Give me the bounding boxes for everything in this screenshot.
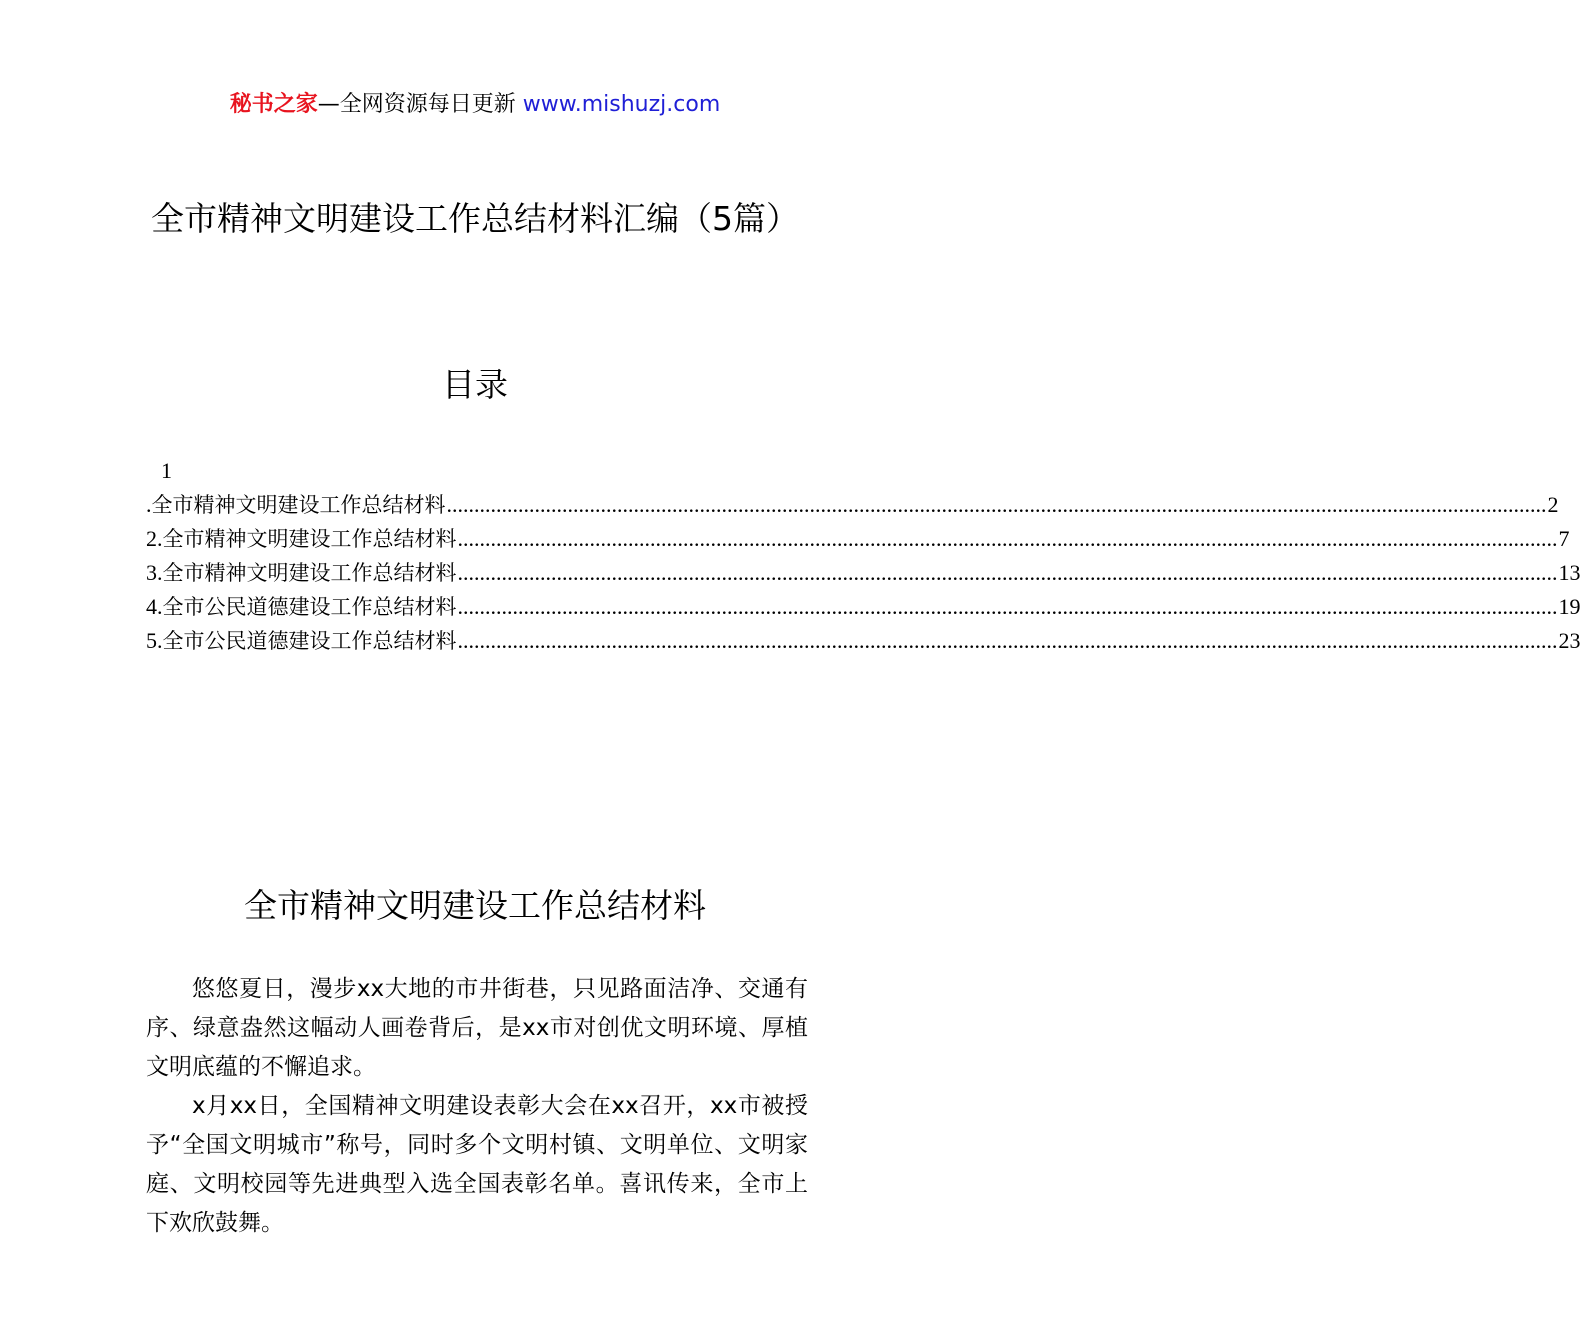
toc-entry-page: 7: [1558, 526, 1570, 551]
toc-leader-dots: ........................................................................................................................................................................................................: [457, 526, 1558, 551]
toc-leader-dots: ........................................................................................................................................................................................................: [457, 594, 1558, 619]
body-text: [146, 970, 808, 1243]
site-url-link[interactable]: www.mishuzj.com: [522, 92, 721, 117]
toc-entry-label: [146, 624, 457, 658]
toc-leader-dots: ........................................................................................................................................................................................................: [446, 492, 1547, 517]
toc-entry-text: 全市公民道德建设工作总结材料: [162, 629, 457, 653]
toc-entry[interactable]: [146, 522, 1570, 556]
toc-entry-text: 全市精神文明建设工作总结材料: [162, 561, 457, 585]
toc-entry-text: 全市公民道德建设工作总结材料: [162, 595, 457, 619]
toc-entry-number: .: [146, 492, 152, 517]
toc-entry[interactable]: [146, 556, 1581, 590]
toc-entry-number: 3.: [146, 560, 163, 585]
toc-entry-page: 19: [1558, 594, 1581, 619]
section-title: 全市精神文明建设工作总结材料: [244, 886, 706, 925]
site-brand: 秘书之家: [229, 92, 318, 117]
site-header: [0, 88, 950, 122]
toc-heading: 目录: [442, 365, 508, 404]
table-of-contents: [146, 454, 1581, 658]
body-paragraph: 悠悠夏日，漫步xx大地的市井街巷，只见路面洁净、交通有序、绿意盎然这幅动人画卷背后，是xx市对创优文明环境、厚植文明底蕴的不懈追求。: [146, 976, 808, 1080]
toc-entry[interactable]: [146, 624, 1581, 658]
toc-entry-page: 23: [1558, 628, 1581, 653]
toc-entry[interactable]: [146, 590, 1581, 624]
toc-entry-label: [146, 556, 457, 590]
toc-entry-text: 全市精神文明建设工作总结材料: [162, 527, 457, 551]
toc-entry-number: 4.: [146, 594, 163, 619]
toc-entry-label: [146, 590, 457, 624]
toc-leader-dots: ........................................................................................................................................................................................................: [457, 628, 1558, 653]
toc-entry-label: [146, 488, 446, 522]
toc-entry-page: 2: [1547, 492, 1559, 517]
body-paragraph: x月xx日，全国精神文明建设表彰大会在xx召开，xx市被授予“全国文明城市”称号，同时多个文明村镇、文明单位、文明家庭、文明校园等先进典型入选全国表彰名单。喜讯传来，全市上下欢欣鼓舞。: [146, 1093, 808, 1236]
toc-leader-dots: ........................................................................................................................................................................................................: [457, 560, 1558, 585]
toc-entry-text: 全市精神文明建设工作总结材料: [151, 493, 446, 517]
site-tagline: —全网资源每日更新: [317, 92, 523, 117]
toc-entry-page: 13: [1558, 560, 1581, 585]
toc-entry-number: 2.: [146, 526, 163, 551]
toc-entry[interactable]: [146, 488, 1559, 522]
document-title: 全市精神文明建设工作总结材料汇编（5篇）: [151, 199, 799, 238]
toc-first-number: 1: [161, 458, 172, 483]
toc-entry-number: 5.: [146, 628, 163, 653]
toc-entry-label: [146, 522, 457, 556]
